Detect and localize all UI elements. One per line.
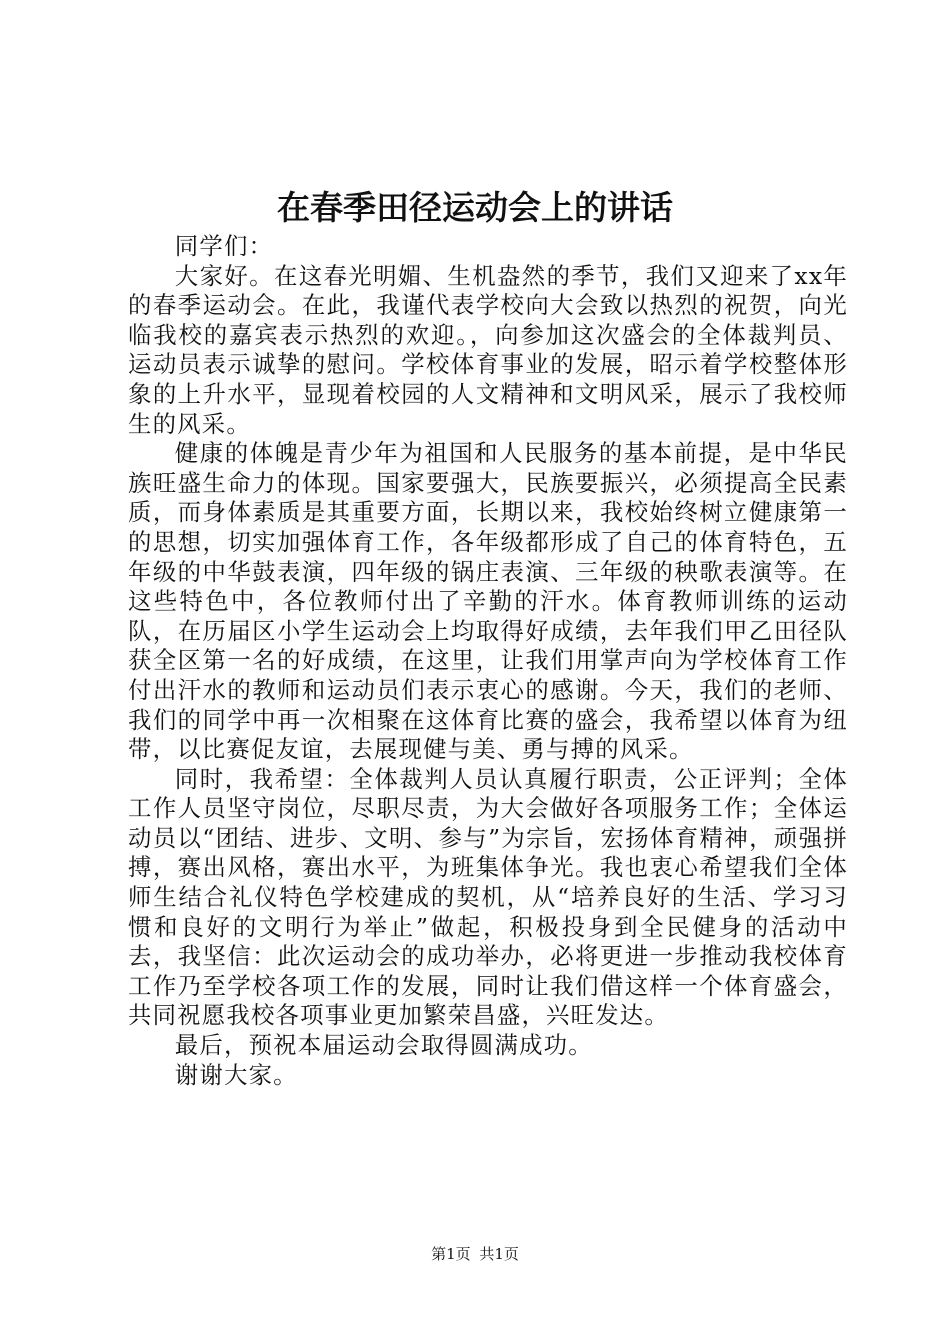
salutation: 同学们：	[174, 232, 274, 260]
page-number-current: 第1页	[431, 1245, 471, 1263]
document-title: 在春季田径运动会上的讲话	[277, 188, 673, 227]
paragraph-2: 健康的体魄是青少年为祖国和人民服务的基本前提，是中华民族旺盛生命力的体现。国家要强大，民族要振兴，必须提高全民素质，而身体素质是其重要方面，长期以来，我校始终树立健康第一的思想，切实加强体育工作，各年级都形成了自己的体育特色，五年级的中华鼓表演，四年级的锅庄表演、三年级的秧歌表演等。在这些特色中，各位教师付出了辛勤的汗水。体育教师训练的运动队，在历届区小学生运动会上均取得好成绩，去年我们甲乙田径队获全区第一名的好成绩，在这里，让我们用掌声向为学校体育工作付出汗水的教师和运动员们表示衷心的感谢。今天，我们的老师、我们的同学中再一次相聚在这体育比赛的盛会，我希望以体育为纽带，以比赛促友谊，去展现健与美、勇与搏的风采。	[128, 439, 848, 764]
paragraph-4: 最后，预祝本届运动会取得圆满成功。	[174, 1031, 593, 1060]
document-body	[128, 232, 848, 1090]
paragraph-5: 谢谢大家。	[174, 1060, 298, 1089]
paragraph-3: 同时，我希望：全体裁判人员认真履行职责，公正评判；全体工作人员坚守岗位，尽职尽责，为大会做好各项服务工作；全体运动员以“团结、进步、文明、参与”为宗旨，宏扬体育精神，顽强拼搏，赛出风格，赛出水平，为班集体争光。我也衷心希望我们全体师生结合礼仪特色学校建成的契机，从“培养良好的生活、学习习惯和良好的文明行为举止”做起，积极投身到全民健身的活动中去，我坚信：此次运动会的成功举办，必将更进一步推动我校体育工作乃至学校各项工作的发展，同时让我们借这样一个体育盛会，共同祝愿我校各项事业更加繁荣昌盛，兴旺发达。	[128, 764, 848, 1030]
page-footer	[0, 1244, 950, 1264]
paragraph-1: 大家好。在这春光明媚、生机盎然的季节，我们又迎来了xx年的春季运动会。在此，我谨代表学校向大会致以热烈的祝贺，向光临我校的嘉宾表示热烈的欢迎。，向参加这次盛会的全体裁判员、运动员表示诚挚的慰问。学校体育事业的发展，昭示着学校整体形象的上升水平，显现着校园的人文精神和文明风采，展示了我校师生的风采。	[128, 261, 848, 438]
page-number-total: 共1页	[479, 1245, 519, 1263]
